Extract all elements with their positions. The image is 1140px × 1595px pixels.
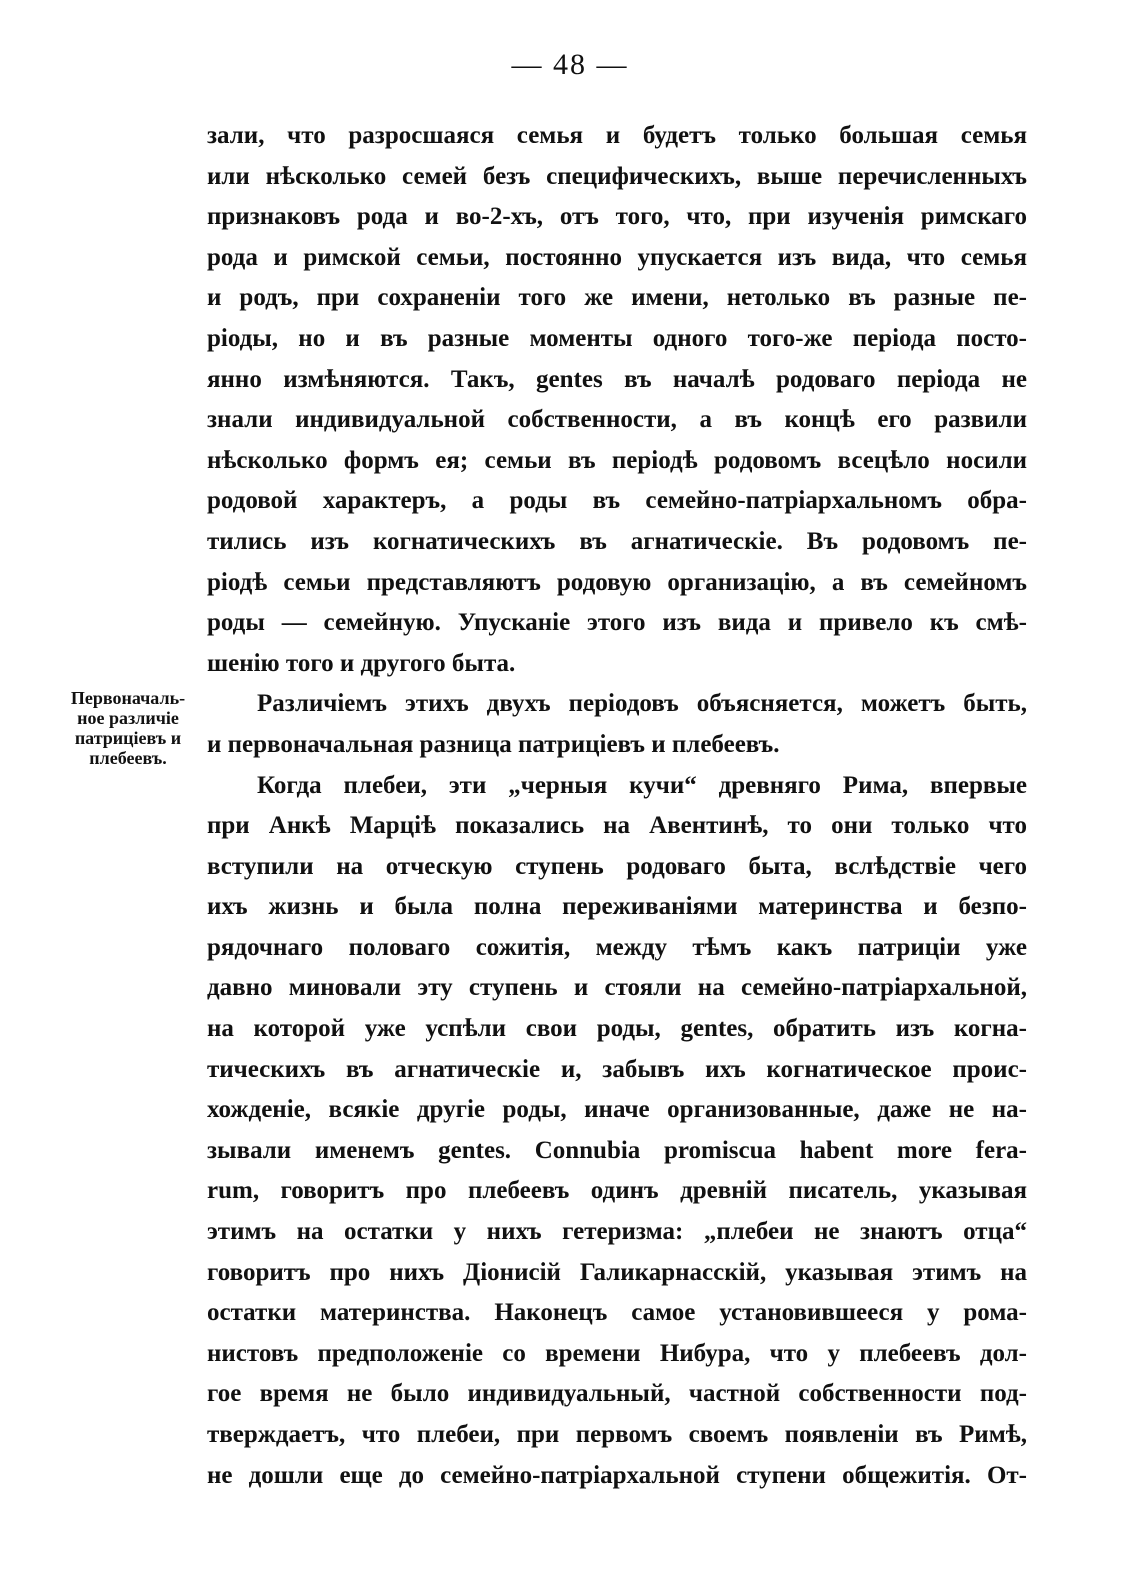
text-line: говоритъ про нихъ Діонисій Галикарнасскій, указывая этимъ на [207, 1258, 1027, 1286]
text-line: ріодѣ семьи представляютъ родовую организацію, а въ семейномъ [207, 568, 1027, 596]
text-line: ріоды, но и въ разные моменты одного того-же періода посто- [207, 324, 1027, 352]
text-line: давно миновали эту ступень и стояли на семейно-патріархальной, [207, 974, 1027, 1002]
text-line: при Анкѣ Марціѣ показались на Авентинѣ, то они только что [207, 812, 1027, 840]
text-line: Когда плебеи, эти „черныя кучи“ древняго Рима, впервые [257, 771, 1027, 799]
text-line: Различіемъ этихъ двухъ періодовъ объясняется, можетъ быть, [257, 690, 1027, 718]
text-line: или нѣсколько семей безъ специфическихъ, выше перечисленныхъ [207, 162, 1027, 190]
text-line: роды — семейную. Упусканіе этого изъ вида и привело къ смѣ- [207, 609, 1027, 637]
text-line: ихъ жизнь и была полна переживаніями материнства и безпо- [207, 893, 1027, 921]
marginal-note-line: Первоначаль- [70, 688, 186, 708]
marginal-note-line: плебеевъ. [89, 748, 167, 768]
text-line: хожденіе, всякіе другіе роды, иначе организованные, даже не на- [207, 1096, 1027, 1124]
body-text [207, 116, 1027, 1496]
text-line: тверждаетъ, что плебеи, при первомъ своемъ появленіи въ Римѣ, [207, 1421, 1027, 1448]
marginal-note-line: ное различіе [77, 708, 179, 728]
text-line: на которой уже успѣли свои роды, gentes, обратить изъ когна- [207, 1015, 1027, 1043]
text-line: признаковъ рода и во-2-хъ, отъ того, что, при изученія римскаго [207, 203, 1027, 231]
paragraph-2 [207, 684, 1027, 765]
text-line: не дошли еще до семейно-патріархальной ступени общежитія. От- [207, 1461, 1027, 1489]
text-line: нѣсколько формъ ея; семьи въ періодѣ родовомъ всецѣло носили [207, 446, 1027, 474]
paragraph-3 [207, 766, 1027, 1497]
marginal-note [48, 688, 208, 768]
page-number: — 48 — [511, 48, 629, 81]
text-line: тились изъ когнатическихъ въ агнатическіе. Въ родовомъ пе- [207, 527, 1027, 555]
text-line: и родъ, при сохраненіи того же имени, нетолько въ разные пе- [207, 284, 1027, 312]
text-line: тическихъ въ агнатическіе и, забывъ ихъ когнатическое проис- [207, 1055, 1027, 1083]
text-line: родовой характеръ, а роды въ семейно-патріархальномъ обра- [207, 487, 1027, 515]
text-line: вступили на отческую ступень родоваго быта, вслѣдствіе чего [207, 852, 1027, 880]
text-line: гое время не было индивидуальный, частной собственности под- [207, 1380, 1027, 1408]
text-line: рода и римской семьи, постоянно упускается изъ вида, что семья [207, 243, 1027, 271]
text-line: знали индивидуальной собственности, а въ концѣ его развили [207, 406, 1027, 434]
text-line: зали, что разросшаяся семья и будетъ только большая семья [207, 122, 1027, 149]
paragraph-1 [207, 116, 1027, 684]
text-line: и первоначальная разница патриціевъ и плебеевъ. [207, 730, 780, 758]
text-line: янно измѣняются. Такъ, gentes въ началѣ родоваго періода не [207, 365, 1027, 393]
text-line: rum, говоритъ про плебеевъ одинъ древній писатель, указывая [207, 1177, 1027, 1205]
text-line: нистовъ предположеніе со времени Нибура, что у плебеевъ дол- [207, 1339, 1027, 1367]
text-line: этимъ на остатки у нихъ гетеризма: „плебеи не знаютъ отца“ [207, 1218, 1027, 1246]
text-line: зывали именемъ gentes. Connubia promiscua habent more fera- [207, 1136, 1027, 1164]
text-line: остатки материнства. Наконецъ самое установившееся у рома- [207, 1299, 1027, 1327]
marginal-note-line: патриціевъ и [74, 728, 182, 748]
text-line: шенію того и другого быта. [207, 649, 516, 677]
text-line: рядочнаго половаго сожитія, между тѣмъ какъ патриціи уже [207, 933, 1027, 961]
